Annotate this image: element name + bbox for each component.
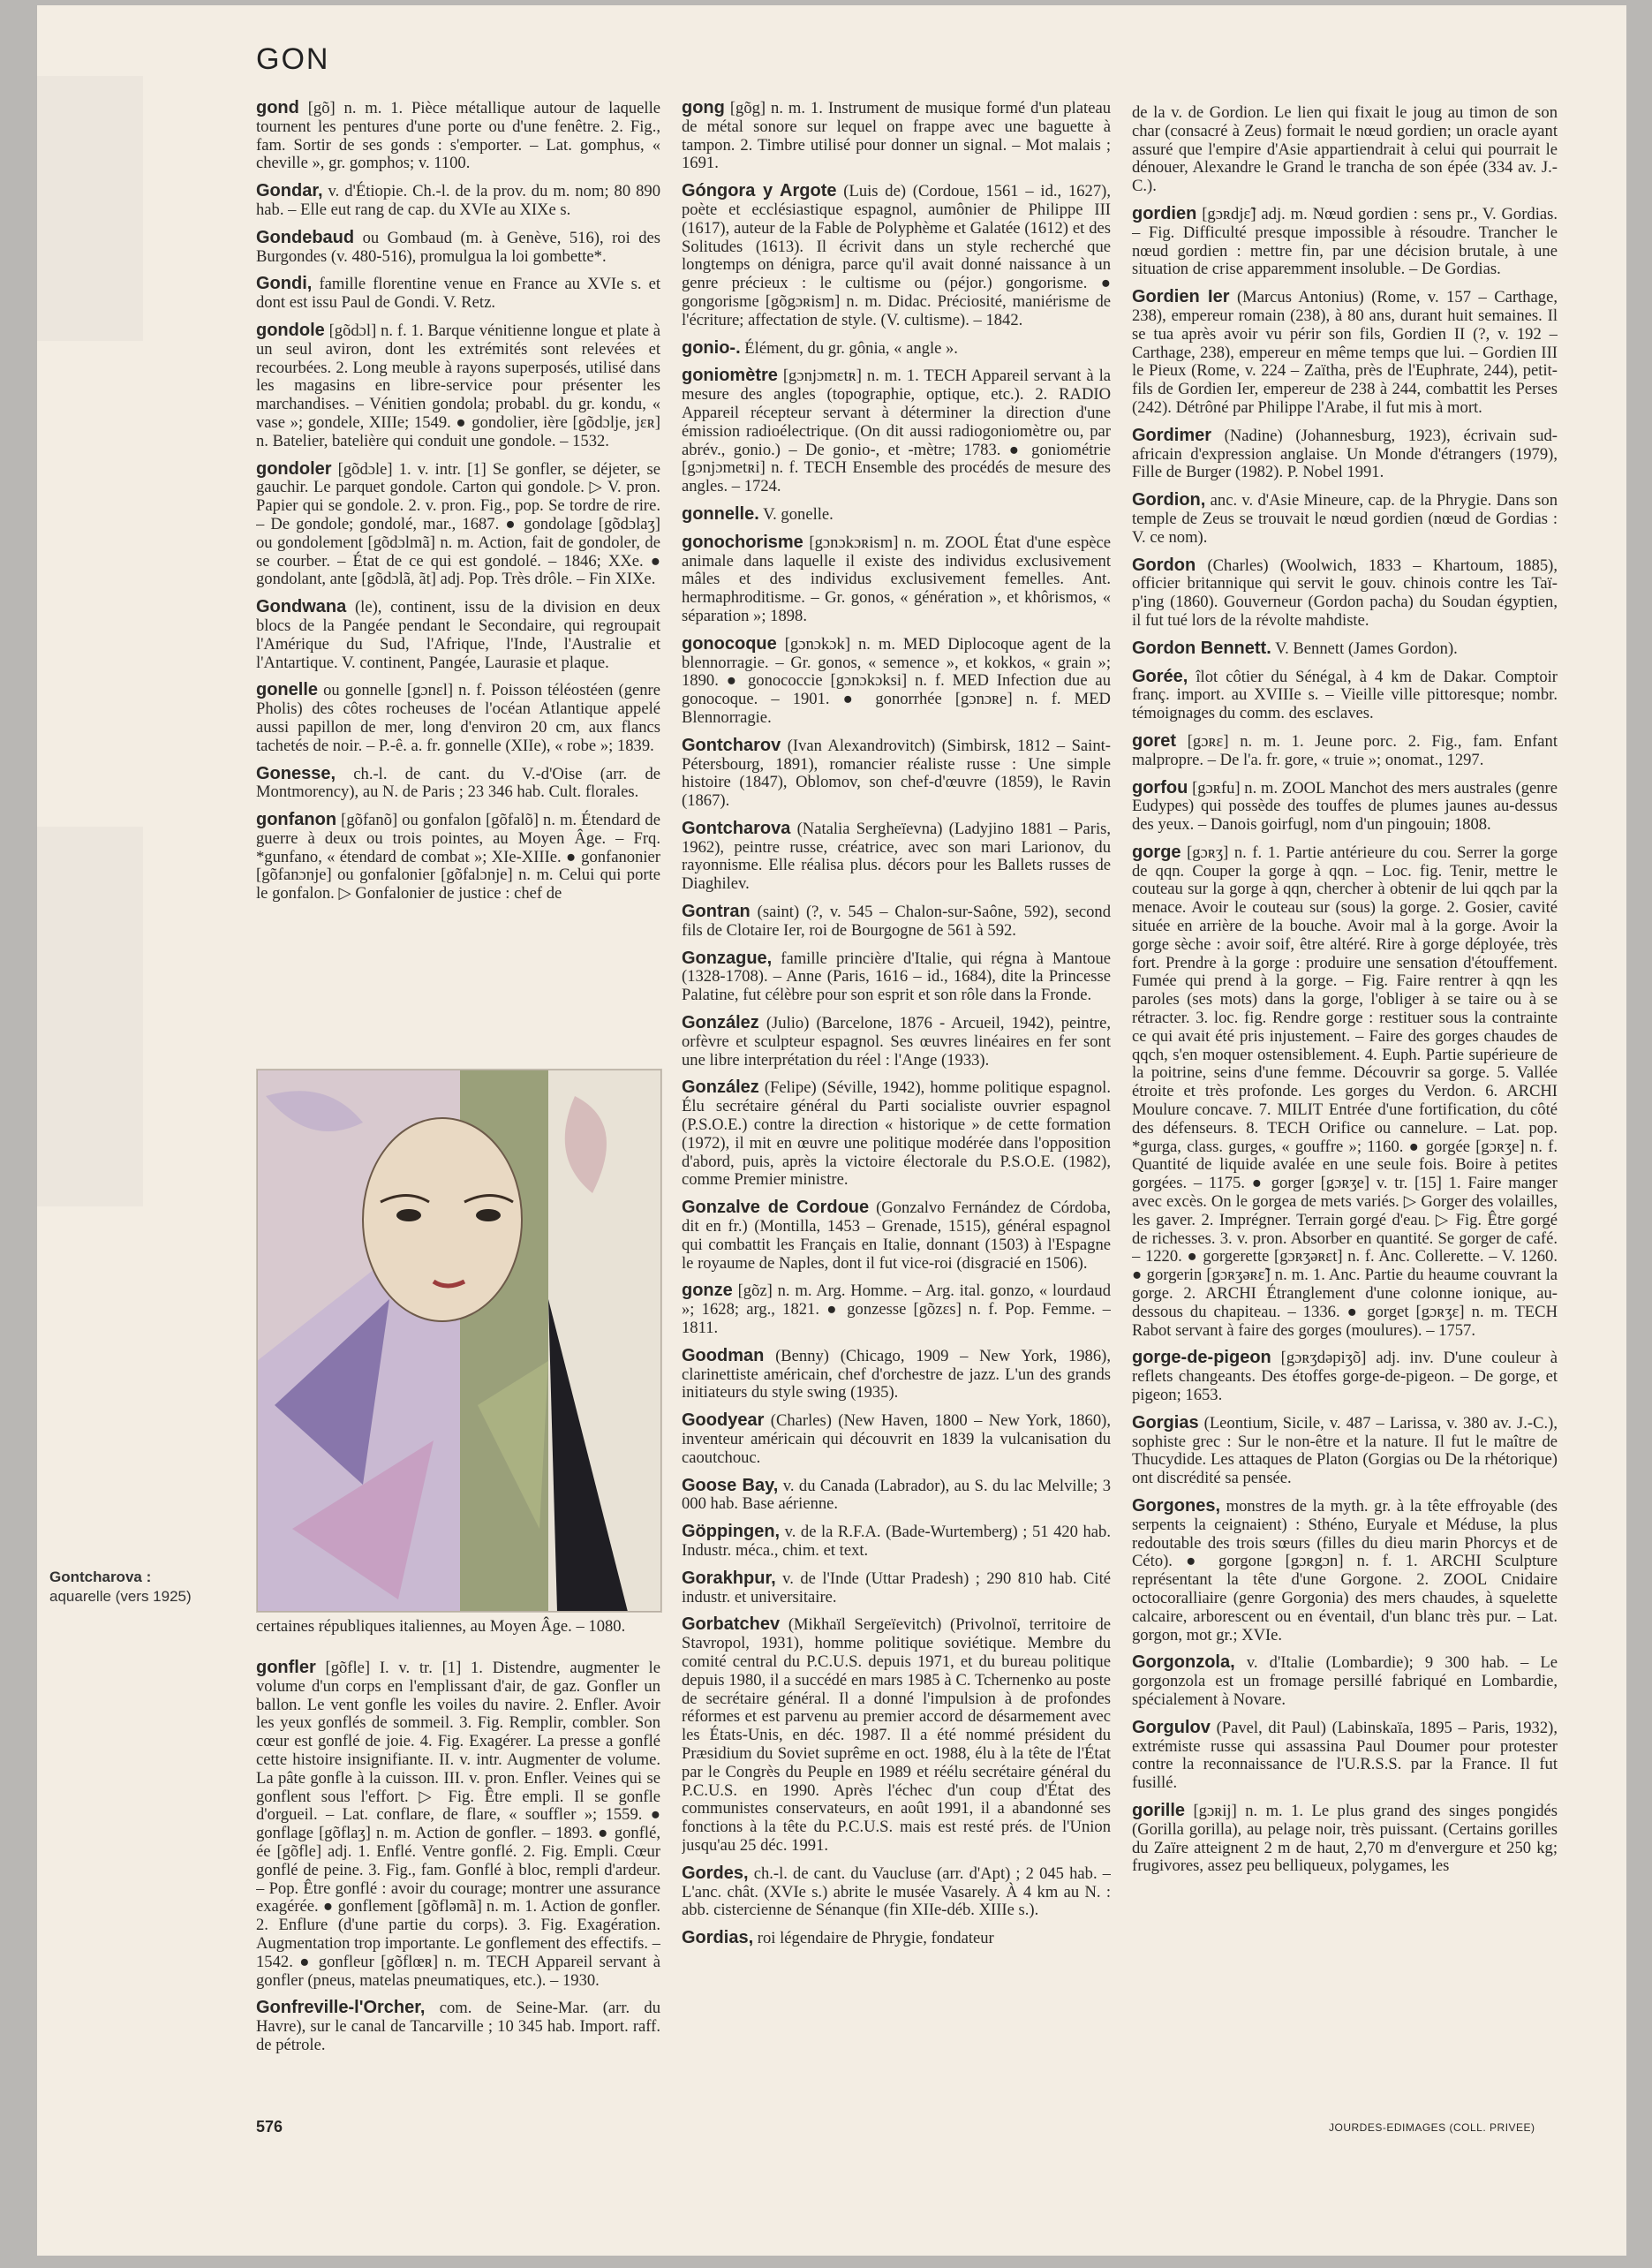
entry-definition: ch.-l. de cant. du V.-d'Oise (arr. de Montmorency), au N. de Paris ; 23 346 hab. Cult. florales.	[256, 764, 660, 802]
photo-credit: JOURDES-EDIMAGES (COLL. PRIVEE)	[1329, 2121, 1535, 2134]
entry-definition: [gõfle] I. v. tr. [1] 1. Distendre, augmenter le volume d'un corps en l'emplissant d'air, de gaz. Gonfler un ballon. Le vent gonfle les voiles du navire. 2. Enfler. Avoir les yeux gonflés de sommeil. 3. Fig. Remplir, combler. Son cœur est gonflé de joie. 4. Fig. Exagérer. La presse a gonflé cette histoire insignifiante. II. v. intr. Augmenter de volume. La pâte gonfle à la cuisson. III. v. pron. Enfler. Veines qui se gonflent sous l'effort. ▷ Fig. Être empli. Il se gonfle d'orgueil. – Lat. conflare, de flare, « souffler »; 1559. ● gonflage [gõflaʒ] n. m. Action de gonfler. – 1893. ● gonflé, ée [gõfle] adj. 1. Enflé. Ventre gonflé. 2. Fig. Empli. Cœur gonflé de peine. 3. Fig., fam. Gonflé à bloc, rempli d'ardeur. – Pop. Être gonflé : avoir du courage; montrer une assurance exagérée. ● gonflement [gõfləmã] n. m. 1. Action de gonfler. 2. Enflure (d'une partie du corps). 3. Fig. Exagération. Augmentation trop importante. Le gonflement des effectifs. – 1542. ● gonfleur [gõflœʀ] n. m. TECH Appareil servant à gonfler (pneus, matelas pneumatiques, etc.). – 1930.	[256, 1659, 660, 1990]
entry-headword: Gorakhpur,	[682, 1568, 776, 1588]
entry-definition: famille florentine venue en France au XVIe s. et dont est issu Paul de Gondi. V. Retz.	[256, 275, 660, 313]
entry-headword: Gondebaud	[256, 227, 355, 247]
entry-definition: (Gonzalvo Fernández de Córdoba, dit en fr.) (Montilla, 1453 – Grenade, 1515), général espagnol qui combattit les Français en Italie, donnant (1503) à l'Espagne le royaume de Naples, dont il fut vice-roi (disgracié en 1506).	[682, 1198, 1111, 1273]
entry-headword: Gonesse,	[256, 763, 336, 783]
entry-definition: (Julio) (Barcelone, 1876 - Arcueil, 1942), peintre, orfèvre et sculpteur espagnol. Ses œuvres linéaires en fer sont une libre interprétation du réel : l'Ange (1933).	[682, 1014, 1111, 1070]
entry-headword: Gordion,	[1132, 490, 1206, 510]
entry-headword: Gorée,	[1132, 666, 1188, 686]
entry-definition: de la v. de Gordion. Le lien qui fixait le joug au timon de son char (consacré à Zeus) formait le nœud gordien; un oracle ayant assuré que l'empire d'Asie appartiendrait à celui qui pourrait le dénouer, Alexandre le Grand le trancha de son épée (334 av. J.-C.).	[1132, 104, 1558, 196]
entry-definition: ch.-l. de cant. du Vaucluse (arr. d'Apt) ; 2 045 hab. – L'anc. chât. (XVIe s.) abrite le musée Vasarely. À 4 km au N. : abb. cistercienne de Sénanque (fin XIIe-déb. XIIIe s.).	[682, 1864, 1111, 1920]
dictionary-entry	[1132, 843, 1558, 1341]
dictionary-entry	[1132, 288, 1558, 418]
entry-definition: îlot côtier du Sénégal, à 4 km de Dakar. Comptoir franç. import. au XVIIIe s. – Vieille ville pittoresque; nombr. témoignages du comm. des esclaves.	[1132, 667, 1558, 723]
entry-definition: [gɔʀɛ] n. m. 1. Jeune porc. 2. Fig., fam. Enfant malpropre. – De l'a. fr. gore, « truie »; onomat., 1297.	[1132, 731, 1558, 769]
entry-headword: Gordien Ier	[1132, 287, 1230, 307]
entry-headword: gondole	[256, 320, 325, 340]
entry-headword: gondoler	[256, 458, 332, 479]
dictionary-entry	[256, 1999, 660, 2054]
entry-headword: gong	[682, 99, 725, 117]
entry-definition: [gõg] n. m. 1. Instrument de musique formé d'un plateau de métal sonore sur lequel on frappe avec une baguette à tampon. 2. Timbre utilisé pour donner un signal. – Mot malais ; 1691.	[682, 99, 1111, 173]
entry-definition: [gɔʀʒ] n. f. 1. Partie antérieure du cou. Serrer la gorge de qqn. Couper la gorge à qqn. – Loc. fig. Tenir, mettre le couteau sur la gorge à qqn, chercher à obtenir de lui qqch par la menace. Avoir le couteau sur (sous) la gorge. 2. Gosier, cavité située en arrière de la bouche. Avoir mal à la gorge. Avoir la gorge sèche : avoir soif, être altéré. Rire à gorge déployée, très fort. Prendre à la gorge : produire une sensation d'étouffement. Fumée qui prend à la gorge. – Fig. Faire rentrer à qqn les paroles (ses mots) dans la gorge, l'obliger à se taire ou à se rétracter. 3. loc. fig. Rendre gorge : restituer sous la contrainte ce qui avait été pris injustement. – Faire des gorges chaudes de qqch, s'en moquer ostensiblement. 4. Euph. Partie supérieure de la poitrine, seins d'une femme. Découvrir sa gorge. 5. Vallée étroite et très profonde. Les gorges du Verdon. 6. ARCHI Moulure concave. 7. MILIT Entrée d'une fortification, du côté des défenseurs. 8. TECH Orifice ou cannelure. – Lat. pop. *gurga, class. gurges, « gouffre »; 1160. ● gorgée [gɔʀʒe] n. f. Quantité de liquide avalée en une seule fois. Boire à petites gorgées. – 1175. ● gorger [gɔʀʒe] v. tr. [15] 1. Faire manger avec excès. On le gorgea de mets variés. ▷ Gorger des volailles, les gaver. 2. Imprégner. Terrain gorgé d'eau. ▷ Fig. Être gorgé de richesses. 3. v. pron. Absorber en quantité. Se gorger de café. – 1220. ● gorgerette [gɔʀʒəʀɛt] n. f. Anc. Collerette. – V. 1260. ● gorgerin [gɔʀʒəʀɛ̃] n. m. 1. Anc. Partie du heaume couvrant la gorge. 2. ARCHI Étranglement d'une colonne ionique, au-dessous du chapiteau. – 1336. ● gorget [gɔʀʒɛ] n. m. TECH Rabot servant à faire des gorges (moulures). – 1757.	[1132, 843, 1558, 1340]
entry-headword: goret	[1132, 730, 1176, 751]
dictionary-entry	[256, 99, 660, 173]
dictionary-entry	[1132, 1349, 1558, 1404]
entry-definition: v. de la R.F.A. (Bade-Wurtemberg) ; 51 420 hab. Industr. méca., chim. et text.	[682, 1523, 1111, 1560]
entry-headword: Gondi,	[256, 274, 313, 294]
dictionary-entry	[682, 737, 1111, 811]
entry-definition: v. du Canada (Labrador), au S. du lac Melville; 3 000 hab. Base aérienne.	[682, 1476, 1111, 1514]
column-2	[682, 99, 1111, 2104]
dictionary-entry	[1132, 732, 1558, 770]
entry-headword: gorge-de-pigeon	[1132, 1348, 1271, 1368]
page-number: 576	[256, 2118, 283, 2136]
entry-definition: [gõ] n. m. 1. Pièce métallique autour de laquelle tournent les pentures d'une porte ou d'une fenêtre. 2. Fig., fam. Sortir de ses gonds : s'emporter. – Lat. gomphus, « cheville », gr. gomphos; v. 1100.	[256, 99, 660, 173]
entry-definition: ou gonnelle [gɔnɛl] n. f. Poisson téléostéen (genre Pholis) des côtes rocheuses de l'océan Atlantique appelé aussi papillon de mer, long d'environ 20 cm, aux flancs tachetés de noir. – P.-ê. a. fr. gonnelle (XIIe), « robe »; 1839.	[256, 681, 660, 755]
dictionary-entry	[682, 182, 1111, 329]
entry-definition: (Felipe) (Séville, 1942), homme politique espagnol. Élu secrétaire général du Parti socialiste ouvrier espagnol (P.S.O.E.) contre la direction « historique » de cette formation (1972), il mit en œuvre une politique modérée dans l'opposition d'abord, puis, après la victoire électorale du P.S.O.E. (1982), comme Premier ministre.	[682, 1078, 1111, 1190]
dictionary-entry	[256, 460, 660, 590]
dictionary-entry	[1132, 556, 1558, 631]
entry-definition: V. gonelle.	[763, 504, 834, 524]
entry-headword: Gorgones,	[1132, 1495, 1221, 1516]
entry-definition: [gɔʀʒdəpiʒõ] adj. inv. D'une couleur à reflets changeants. Des étoffes gorge-de-pigeon. – De gorge, et pigeon; 1653.	[1132, 1349, 1558, 1404]
dictionary-entry	[256, 811, 660, 903]
entry-headword: Gordimer	[1132, 425, 1212, 445]
dictionary-entry	[682, 99, 1111, 173]
entry-definition: famille princière d'Italie, qui régna à Mantoue (1328-1708). – Anne (Paris, 1616 – id., 1684), dite la Princesse Palatine, fut célèbre pour son esprit et son rôle dans la Fronde.	[682, 949, 1111, 1005]
dictionary-entry	[682, 1347, 1111, 1402]
running-head: GON	[256, 42, 330, 76]
entry-headword: Goose Bay,	[682, 1475, 779, 1495]
dictionary-entry	[256, 275, 660, 313]
entry-definition: [gɔʀfu] n. m. ZOOL Manchot des mers australes (genre Eudypes) qui possède des touffes de plumes jaunes au-dessus des yeux. – Danois goirfugl, nom d'un pingouin; 1808.	[1132, 778, 1558, 835]
entry-headword: Gontcharova	[682, 818, 791, 838]
dictionary-entry	[1132, 1414, 1558, 1488]
entry-headword: Gonfreville-l'Orcher,	[256, 1998, 426, 2018]
dictionary-entry	[256, 182, 660, 220]
entry-headword: gordien	[1132, 203, 1197, 223]
dictionary-entry	[256, 1659, 660, 1990]
entry-definition: (Natalia Sergheïevna) (Ladyjino 1881 – Paris, 1962), peintre russe, créatrice, avec son mari Larionov, du rayonnisme. Elle réalisa plus. décors pour les Ballets russes de Diaghilev.	[682, 819, 1111, 894]
dictionary-entry	[682, 367, 1111, 496]
entry-headword: Gondar,	[256, 181, 323, 201]
dictionary-entry	[256, 229, 660, 267]
entry-definition: v. d'Étiopie. Ch.-l. de la prov. du m. nom; 80 890 hab. – Elle eut rang de cap. du XVIe au XIXe s.	[256, 182, 660, 219]
entry-headword: Gonzalve de Cordoue	[682, 1198, 870, 1218]
dictionary-entry	[682, 1477, 1111, 1515]
gontcharova-watercolor-illustration	[256, 1069, 662, 1613]
dictionary-entry	[1132, 427, 1558, 482]
entry-headword: Gondwana	[256, 597, 347, 617]
entry-definition: Élément, du gr. gônia, « angle ».	[744, 338, 958, 358]
dictionary-entry	[682, 949, 1111, 1005]
entry-definition: (Charles) (Woolwich, 1833 – Khartoum, 1885), officier britannique qui servit le gouv. chinois contre les Taï-p'ing (1860). Gouverneur (Gordon pacha) du Soudan égyptien, il fut tué lors de la révolte mahdiste.	[1132, 556, 1558, 630]
entry-definition: anc. v. d'Asie Mineure, cap. de la Phrygie. Dans son temple de Zeus se trouvait le nœud gordien (nœud de Gordias : V. ce nom).	[1132, 491, 1558, 547]
dictionary-entry	[256, 598, 660, 672]
entry-definition: v. de l'Inde (Uttar Pradesh) ; 290 810 hab. Cité industr. et universitaire.	[682, 1569, 1111, 1606]
entry-headword: Gonzague,	[682, 948, 773, 968]
dictionary-entry	[256, 321, 660, 451]
entry-headword: Göppingen,	[682, 1522, 781, 1542]
entry-headword: gorille	[1132, 1800, 1186, 1820]
entry-definition: [gɔnjɔmɛtʀ] n. m. 1. TECH Appareil servant à la mesure des angles (topographie, optique, etc.). 2. RADIO Appareil récepteur servant à déterminer la direction d'une émission radioélectrique. (On dit aussi radiogoniomètre ou, par abrév., gonio.) – De gonio-, et -mètre; 1783. ● goniométrie [gɔnjɔmetʀi] n. f. TECH Ensemble des procédés de mesure des angles. – 1724.	[682, 367, 1111, 496]
entry-headword: gonfler	[256, 1659, 316, 1677]
entry-headword: gorge	[1132, 842, 1181, 862]
dictionary-entry	[1132, 1653, 1558, 1709]
entry-definition: monstres de la myth. gr. à la tête effroyable (des serpents la ceignaient) : Sthéno, Euryale et Méduse, la plus redoutable des trois sœurs (filles du dieu marin Phorcys et de Céto). ● gorgone [gɔʀgɔn] n. f. 1. ARCHI Sculpture représentant la tête d'une Gorgone. 2. ZOOL Cnidaire octocoralliaire (genre Gorgonia) des mers chaudes, à squelette calcaire, arborescent ou en éventail, d'un blanc très pur. – Lat. gorgon, mot gr.; XVIe.	[1132, 1496, 1558, 1644]
caption-subtitle: aquarelle (vers 1925)	[49, 1588, 192, 1605]
entry-headword: gonio-.	[682, 337, 741, 358]
dictionary-entry	[682, 1569, 1111, 1607]
entry-definition: (Leontium, Sicile, v. 487 – Larissa, v. 380 av. J.-C.), sophiste grec : Sur le non-être et la nature. Il fut le maître de Thucydide. Les attaques de Platon (Gorgias ou De la rhétorique) ont discrédité sa pensée.	[1132, 1413, 1558, 1488]
dictionary-entry	[1132, 639, 1558, 659]
entry-headword: gonelle	[256, 680, 319, 700]
caption-title: Gontcharova :	[49, 1569, 152, 1585]
entry-definition: [gɔnɔkɔk] n. m. MED Diplocoque agent de la blennorragie. – Gr. gonos, « semence », et kokkos, « grain »; 1890. ● gonococcie [gɔnɔkɔksi] n. f. MED Infection due au gonocoque. – 1901. ● gonorrhée [gɔnɔʀe] n. f. MED Blennorragie.	[682, 634, 1111, 727]
dictionary-entry	[682, 1198, 1111, 1273]
entry-headword: gonochorisme	[682, 532, 803, 552]
entry-definition: (Luis de) (Cordoue, 1561 – id., 1627), poète et ecclésiastique espagnol, aumônier de Philippe III (1617), auteur de la Fable de Polyphème et Galatée (1612) et des Solitudes (1613). Il écrivit dans un style recherché que longtemps on dénigra, parce qu'il avait donné naissance à un genre précieux : le cultisme ou (péjor.) gongorisme. ● gongorisme [gõgɔʀism] n. m. Didac. Préciosité, maniérisme de l'écriture; affectation de style. (V. cultisme). – 1842.	[682, 182, 1111, 329]
entry-definition: (Ivan Alexandrovitch) (Simbirsk, 1812 – Saint-Pétersbourg, 1891), romancier réaliste russe : Une simple histoire (1847), Oblomov, son chef-d'œuvre (1859), le Ravin (1867).	[682, 736, 1111, 811]
entry-definition: V. Bennett (James Gordon).	[1275, 639, 1458, 658]
entry-headword: González	[682, 1077, 759, 1098]
illustration-caption	[49, 1568, 235, 1606]
entry-definition: (Benny) (Chicago, 1909 – New York, 1986), clarinettiste américain, chef d'orchestre de jazz. L'un des grands initiateurs du style swing (1935).	[682, 1346, 1111, 1402]
entry-headword: Góngora y Argote	[682, 181, 837, 201]
dictionary-entry	[682, 1523, 1111, 1561]
dictionary-entry	[682, 1615, 1111, 1855]
dictionary-entry	[682, 635, 1111, 728]
entry-definition: [gɔnɔkɔʀism] n. m. ZOOL État d'une espèce animale dans laquelle il existe des individus exclusivement mâles et des individus exclusivement femelles. Ant. hermaphroditisme. – Gr. gonos, « génération », et khôrismos, « séparation »; 1898.	[682, 533, 1111, 625]
entry-headword: gorfou	[1132, 777, 1188, 798]
entry-definition: (le), continent, issu de la division en deux blocs de la Pangée pendant le Secondaire, qui regroupait l'Amérique du Sud, l'Afrique, l'Inde, l'Australie et l'Antartique. V. continent, Pangée, Laurasie et plaque.	[256, 598, 660, 672]
entry-definition: (Charles) (New Haven, 1800 – New York, 1860), inventeur américain qui découvrit en 1839 la vulcanisation du caoutchouc.	[682, 1411, 1111, 1467]
dictionary-entry	[1132, 104, 1558, 196]
entry-headword: goniomètre	[682, 366, 778, 386]
dictionary-entry	[682, 533, 1111, 626]
dictionary-entry	[682, 339, 1111, 359]
illustration-continuation-text: certaines républiques italiennes, au Moyen Âge. – 1080.	[256, 1617, 626, 1636]
entry-headword: gonze	[682, 1281, 733, 1301]
dictionary-entry	[1132, 1719, 1558, 1793]
entry-definition: [gõdɔle] 1. v. intr. [1] Se gonfler, se déjeter, se gauchir. Le parquet gondole. Carton qui gondole. ▷ V. pron. Papier qui se gondole. 2. v. pron. Fig., pop. Se tordre de rire. – De gondole; gondolé, mar., 1687. ● gondolage [gõdɔlaʒ] ou gondolement [gõdɔlmã] n. m. Action, fait de gondoler, de se courber. – État de ce qui est gondolé. – 1846; XXe. ● gondolant, ante [gõdɔlã, ãt] adj. Pop. Très drôle. – Fin XIXe.	[256, 459, 660, 589]
entry-headword: Goodman	[682, 1345, 765, 1365]
column-3	[1132, 104, 1558, 2109]
dictionary-entry	[1132, 205, 1558, 279]
entry-headword: Gorgias	[1132, 1412, 1199, 1433]
entry-definition: (Nadine) (Johannesburg, 1923), écrivain sud-africain d'expression anglaise. Un Monde d'étrangers (1979), Fille de Burger (1982). P. Nobel 1991.	[1132, 426, 1558, 482]
dictionary-entry	[256, 765, 660, 803]
entry-definition: ou Gombaud (m. à Genève, 516), roi des Burgondes (v. 480-516), promulgua la loi gombette*.	[256, 228, 660, 266]
dictionary-entry	[682, 1281, 1111, 1337]
entry-definition: [gɔʀdjɛ̃] adj. m. Nœud gordien : sens pr., V. Gordias. – Fig. Difficulté presque impossible à résoudre. Trancher le nœud gordien : mettre fin, par une décision brutale, à une situation de crise apparemment insoluble. – De Gordias.	[1132, 204, 1558, 279]
dictionary-entry	[256, 681, 660, 755]
dictionary-entry	[1132, 1802, 1558, 1876]
entry-headword: Goodyear	[682, 1410, 765, 1431]
bleed-through-shadow	[37, 76, 143, 341]
entry-headword: Gordon	[1132, 555, 1196, 575]
entry-definition: (Marcus Antonius) (Rome, v. 157 – Carthage, 238), empereur romain (238), à 80 ans, durant huit semaines. Il se tua après avoir vu périr son fils, Gordien II (?, v. 192 – Carthage, 238), empereur en même temps que lui. – Gordien III le Pieux (Rome, v. 224 – Zaïtha, près de l'Euphrate, 244), petit-fils de Gordien Ier, empereur de 238 à 244, combattit les Perses (242). Détrôné par Philippe l'Arabe, il fut mis à mort.	[1132, 288, 1558, 417]
entry-definition: roi légendaire de Phrygie, fondateur	[757, 1929, 994, 1948]
dictionary-entry	[1132, 668, 1558, 723]
entry-headword: Gorgulov	[1132, 1717, 1211, 1737]
entry-headword: gonnelle.	[682, 503, 759, 524]
entry-definition: [gõdɔl] n. f. 1. Barque vénitienne longue et plate à un seul aviron, dont les extrémités sont relevées et recourbées. 2. Long meuble à rayons superposés, utilisé dans les magasins en libre-service pour présenter les marchandises. – Vénitien gondola; probabl. du gr. kondu, « vase »; gondele, XIIIe; 1549. ● gondolier, ière [gõdɔlje, jɛʀ] n. Batelier, batelière qui conduit une gondole. – 1532.	[256, 321, 660, 450]
dictionary-entry	[682, 1929, 1111, 1948]
entry-definition: [gõfanõ] ou gonfalon [gõfalõ] n. m. Étendard de guerre à deux ou trois pointes, au Moyen Âge. – Frq. *gunfano, « étendard de combat »; XIe-XIIIe. ● gonfanonier [gõfanɔnje] ou gonfalonier [gõfalɔnje] n. m. Celui qui porte le gonfalon. ▷ Gonfalonier de justice : chef de	[256, 811, 660, 903]
dictionary-entry	[682, 1864, 1111, 1920]
entry-definition: (saint) (?, v. 545 – Chalon-sur-Saône, 592), second fils de Clotaire Ier, roi de Bourgogne de 561 à 592.	[682, 903, 1111, 940]
dictionary-entry	[682, 505, 1111, 525]
entry-headword: Gordias,	[682, 1928, 754, 1948]
entry-definition: (Pavel, dit Paul) (Labinskaïa, 1895 – Paris, 1932), extrémiste russe qui assassina Paul Doumer pour protester contre la reconnaissance de l'U.R.S.S. par la France. Il fut fusillé.	[1132, 1718, 1558, 1793]
entry-headword: Gorbatchev	[682, 1614, 781, 1635]
column-1-lower	[256, 1659, 660, 2083]
dictionary-entry	[682, 1411, 1111, 1467]
entry-definition: [gõz] n. m. Arg. Homme. – Arg. ital. gonzo, « lourdaud »; 1628; arg., 1821. ● gonzesse [gõzɛs] n. f. Pop. Femme. – 1811.	[682, 1281, 1111, 1338]
dictionary-entry	[682, 1078, 1111, 1190]
entry-headword: gonocoque	[682, 633, 777, 654]
bleed-through-shadow	[37, 827, 143, 1206]
entry-headword: gond	[256, 99, 299, 117]
dictionary-entry	[682, 903, 1111, 941]
entry-headword: González	[682, 1013, 759, 1033]
dictionary-entry	[1132, 491, 1558, 547]
dictionary-entry	[1132, 1497, 1558, 1644]
entry-definition: [gɔʀij] n. m. 1. Le plus grand des singes pongidés (Gorilla gorilla), au pelage noir, très puissant. (Certains gorilles du Zaïre atteignent 2 m de haut, 2,70 m d'envergure et 250 kg; frugivores, assez peu belliqueux, polygames, les	[1132, 1801, 1558, 1876]
entry-definition: (Mikhaïl Sergeïevitch) (Privolnoï, territoire de Stavropol, 1931), homme politique soviétique. Membre du comité central du P.C.U.S. depuis 1971, et du bureau politique depuis 1980, il a succédé en mars 1985 à C. Tchernenko au poste de secrétaire général. Il a donné l'impulsion à de profondes réformes et est parvenu au premier accord de désarmement avec les États-Unis, en déc. 1987. Il a été nommé président du Præsidium du Soviet suprême en oct. 1988, élu à la tête de l'État par le Congrès du Peuple en 1989 et réélu secrétaire général du P.C.U.S. en 1990. Après l'échec d'un coup d'État des communistes conservateurs, en août 1991, il a abandonné ses fonctions à la tête du P.C.U.S. mais est resté prés. de l'Union jusqu'au 25 déc. 1991.	[682, 1615, 1111, 1855]
entry-headword: Gontcharov	[682, 735, 781, 755]
entry-headword: gonfanon	[256, 810, 337, 830]
entry-headword: Gordes,	[682, 1863, 749, 1883]
column-1	[256, 99, 660, 1062]
entry-definition: com. de Seine-Mar. (arr. du Havre), sur le canal de Tancarville ; 10 345 hab. Import. raff. de pétrole.	[256, 1999, 660, 2054]
dictionary-entry	[682, 1014, 1111, 1070]
entry-headword: Gontran	[682, 902, 751, 922]
entry-definition: v. d'Italie (Lombardie); 9 300 hab. – Le gorgonzola est un fromage persillé fabriqué en Lombardie, spécialement à Novare.	[1132, 1653, 1558, 1709]
entry-headword: Gordon Bennett.	[1132, 638, 1271, 658]
entry-headword: Gorgonzola,	[1132, 1652, 1235, 1673]
dictionary-entry	[682, 820, 1111, 894]
dictionary-entry	[1132, 779, 1558, 835]
